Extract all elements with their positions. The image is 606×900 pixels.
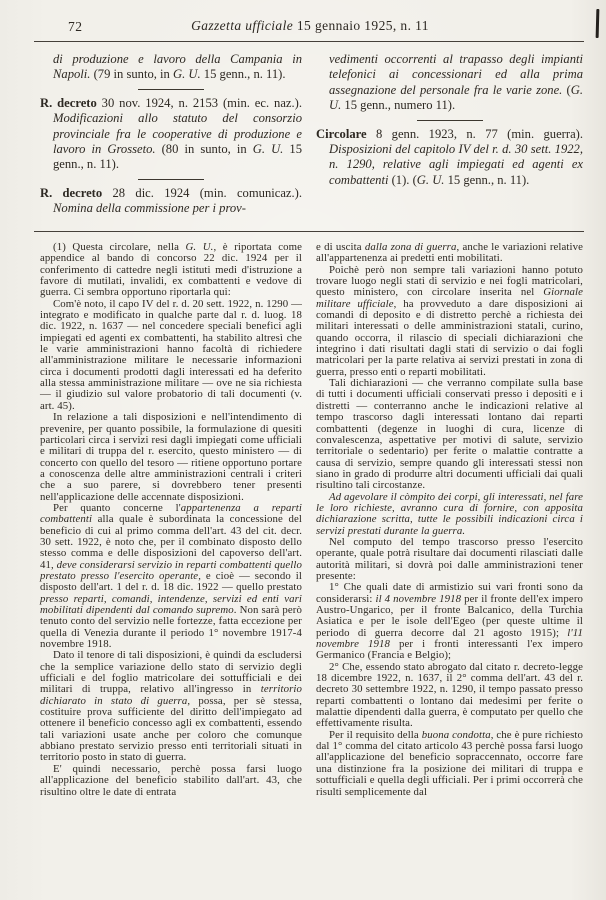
footnote-para: In relazione a tali disposizioni e nell'intendimento di prevenire, per quanto possibile, la formulazione di quesiti particolari circa i servizi resi dagli impiegati come ufficiali e militari di truppa del r. esercito, questo ministero — di concerto con quello del tesoro — ritiene opportuno portare a conoscenza delle altre amministrazioni centrali i criteri che a suo parere, si dovrebbero tener presenti nell'applicazione delle accennate disposizioni. [40,411,302,503]
footnote-right-column [316,242,583,798]
entry-divider [138,179,204,180]
entry-provvedimenti-telefonici: vedimenti occorrenti al trapasso degli impianti telefonici ai concessionari ed alla prima assegnazione del personale fra le varie zone. (G. U. 15 genn., numero 11). [329,52,583,113]
entry-r-decreto-2153: R. decreto 30 nov. 1924, n. 2153 (min. ec. naz.). Modificazioni allo statuto del consorzio provinciale fra le cooperative di produzione e lavoro in Grosseto. (80 in sunto, in G. U. 15 genn., n. 11). [40,95,303,172]
footnote-para: Poichè però non sempre tali variazioni hanno potuto trovare luogo negli stati di servizio e nei fogli matricolari, questo ministero, con circolare inserita nel Giornale militare ufficiale, ha provveduto a dare disposizioni ai comandi di deposito e di distretto perchè a richiesta dei militari interessati o delle amministrazioni statali, curino, quando occorra, il rilascio di speciali dichiarazioni che integrino i dati risultati dagli stati di servizio o dai fogli matricolari per la parte relativa ai servizi prestati in zona di guerra, presso enti o reparti mobilitati. [316,263,583,378]
entry-divider [138,89,204,90]
footnote-separator-rule [34,231,584,232]
footnote-para: Ad agevolare il còmpito dei corpi, gli interessati, nel fare le loro richieste, avranno cura di fornire, con apposita dichiarazione scritta, tutte le possibili indicazioni circa i servizi prestati durante la guerra. [316,490,583,537]
footnote-para: 1° Che quali date di armistizio sui vari fronti sono da considerarsi: il 4 novembre 1918 per il fronte dell'ex impero Austro-Ungarico, per il fronte Balcanico, della Turchia Asiatica e per le isole dell'Egeo (per queste ultime il periodo di guerra decorre dal 21 agosto 1915); l'11 novembre 1918 per i fronti interessanti l'ex impero Germanico (Francia e Belgio); [316,581,584,662]
footnote-para-continuation: e di uscita dalla zona di guerra, anche le variazioni relative all'appartenenza ai predetti enti mobilitati. [316,241,584,265]
header-title [36,18,584,34]
page-number: 72 [68,19,83,34]
summary-left-column [40,52,302,217]
entry-cooperative-napoli: di produzione e lavoro della Campania in Napoli. (79 in sunto, in G. U. 15 genn., n. 11). [53,52,302,82]
footnote-para: Per il requisito della buona condotta, che è pure richiesto dal 1° comma del citato articolo 43 perchè possa farsi luogo all'applicazione del beneficio sopraccennato, occorre fare una distinzione fra la posizione dei militari di truppa e sottufficiali e quella degli ufficiali. Per i primi occorrerà che risulti semplicemente dal [316,728,583,798]
footnote-para: Com'è noto, il capo IV del r. d. 20 sett. 1922, n. 1290 — integrato e modificato in qualche parte dal r. d. luog. 18 dic. 1922, n. 1637 — nel concedere speciali benefici agli impiegati ed agenti ex combattenti, ha stabilito altresì che le varie amministrazioni hanno facoltà di richiedere all'amministrazione militare le necessarie informazioni circa i documenti prodotti dagli interessati ed ha deferito alla stessa amministrazione militare — ove ne sia richiesta — il giudizio sul valore probatorio di tali documenti (v. art. 45). [40,297,302,412]
footnote-para: Per quanto concerne l'appartenenza a reparti combattenti alla quale è subordinata la concessione del beneficio di cui al primo comma dell'art. 43 del cit. decr. 30 sett. 1922, è noto che, per il combinato disposto dello stesso comma e delle disposizioni del capoverso dell'art. 41, deve considerarsi servizio in reparti combattenti quello prestato presso l'esercito operante, e cioè — secondo il disposto dell'art. 1 del r. d. 18 dic. 1922 — quello prestato presso reparti, comandi, intendenze, servizi ed enti vari mobilitati dipendenti dal comando supremo. Non sarà però tenuto conto del servizio nelle fortezze, fatta eccezione per quella di Venezia durante il periodo 1° novembre 1917-4 novembre 1918. [40,501,302,651]
summary-section [40,52,583,217]
entry-r-decreto-28-dic: R. decreto 28 dic. 1924 (min. comunicaz.). Nomina della commissione per i prov- [40,185,302,216]
scan-artifact-mark [596,9,600,38]
footnote-para: Tali dichiarazioni — che verranno compilate sulla base di tutti i documenti ufficiali conservati presso i depositi e i distretti — conterranno anche le indicazioni relative al tempo trascorso dagli interessati lontano dai reparti combattenti (degenze in luoghi di cura, licenze di convalescenza, aspettative per motivi di salute, servizio territoriale o sedentario) per ferite o malattie contratte a causa di servizio, sempre quando gli interessati stessi non siano in grado di produrre altri documenti ufficiali dai quali risultino tali circostanze. [316,377,583,492]
footnote-para: Dato il tenore di tali disposizioni, è quindi da escludersi che la semplice variazione dello stato di servizio degli ufficiali e del foglio matricolare dei sottufficiali e dei militari di truppa, relativo all'ingresso in territorio dichiarato in stato di guerra, possa, per sè stessa, costituire prova sufficiente del diritto dell'impiegato ad ottenere il beneficio concesso agli ex combattenti, essendo tali variazioni usate anche per coloro che comunque abbiano prestato servizio presso enti territoriali situati in territorio posto in stato di guerra. [40,649,302,764]
header-title-journal: Gazzetta ufficiale [191,18,294,33]
page-header [36,16,584,42]
footnote-para: E' quindi necessario, perchè possa farsi luogo all'applicazione del beneficio stabilito dall'art. 43, che risultino oltre le date di entrata [40,762,302,798]
footnote-left-column [40,242,302,798]
header-rule [34,41,584,42]
footnote-section [40,242,583,798]
header-title-date: 15 gennaio 1925, n. 11 [293,18,429,33]
summary-right-column [316,52,583,217]
entry-circolare-77: Circolare 8 genn. 1923, n. 77 (min. guerra). Disposizioni del capitolo IV del r. d. 30 sett. 1922, n. 1290, relative agli impiegati ed agenti ex combattenti (1). (G. U. 15 genn., n. 11). [316,126,583,187]
footnote-intro: (1) Questa circolare, nella G. U., è riportata come appendice al bando di concorso 22 dic. 1924 per il conferimento di cattedre negli istituti medi d'istruzione a favore di mutilati, invalidi, ex combattenti e vedove di guerra. Ci sembra opportuno riportarla qui: [40,241,303,299]
footnote-para: Nel computo del tempo trascorso presso l'esercito operante, quale potrà risultare dai documenti rilasciati dalle autorità militari, si dovrà poi dalle amministrazioni tener presente: [316,535,583,582]
entry-divider [417,120,483,121]
footnote-para: 2° Che, essendo stato abrogato dal citato r. decreto-legge 18 dicembre 1922, n. 1637, il 2° comma dell'art. 43 del r. decreto 30 settembre 1922, n. 1290, il tempo passato presso reparti combattenti o lontano dai medesimi per ferite o malattie dipendenti dalla guerra, è computato per quello che effettivamente risulta. [316,660,583,730]
